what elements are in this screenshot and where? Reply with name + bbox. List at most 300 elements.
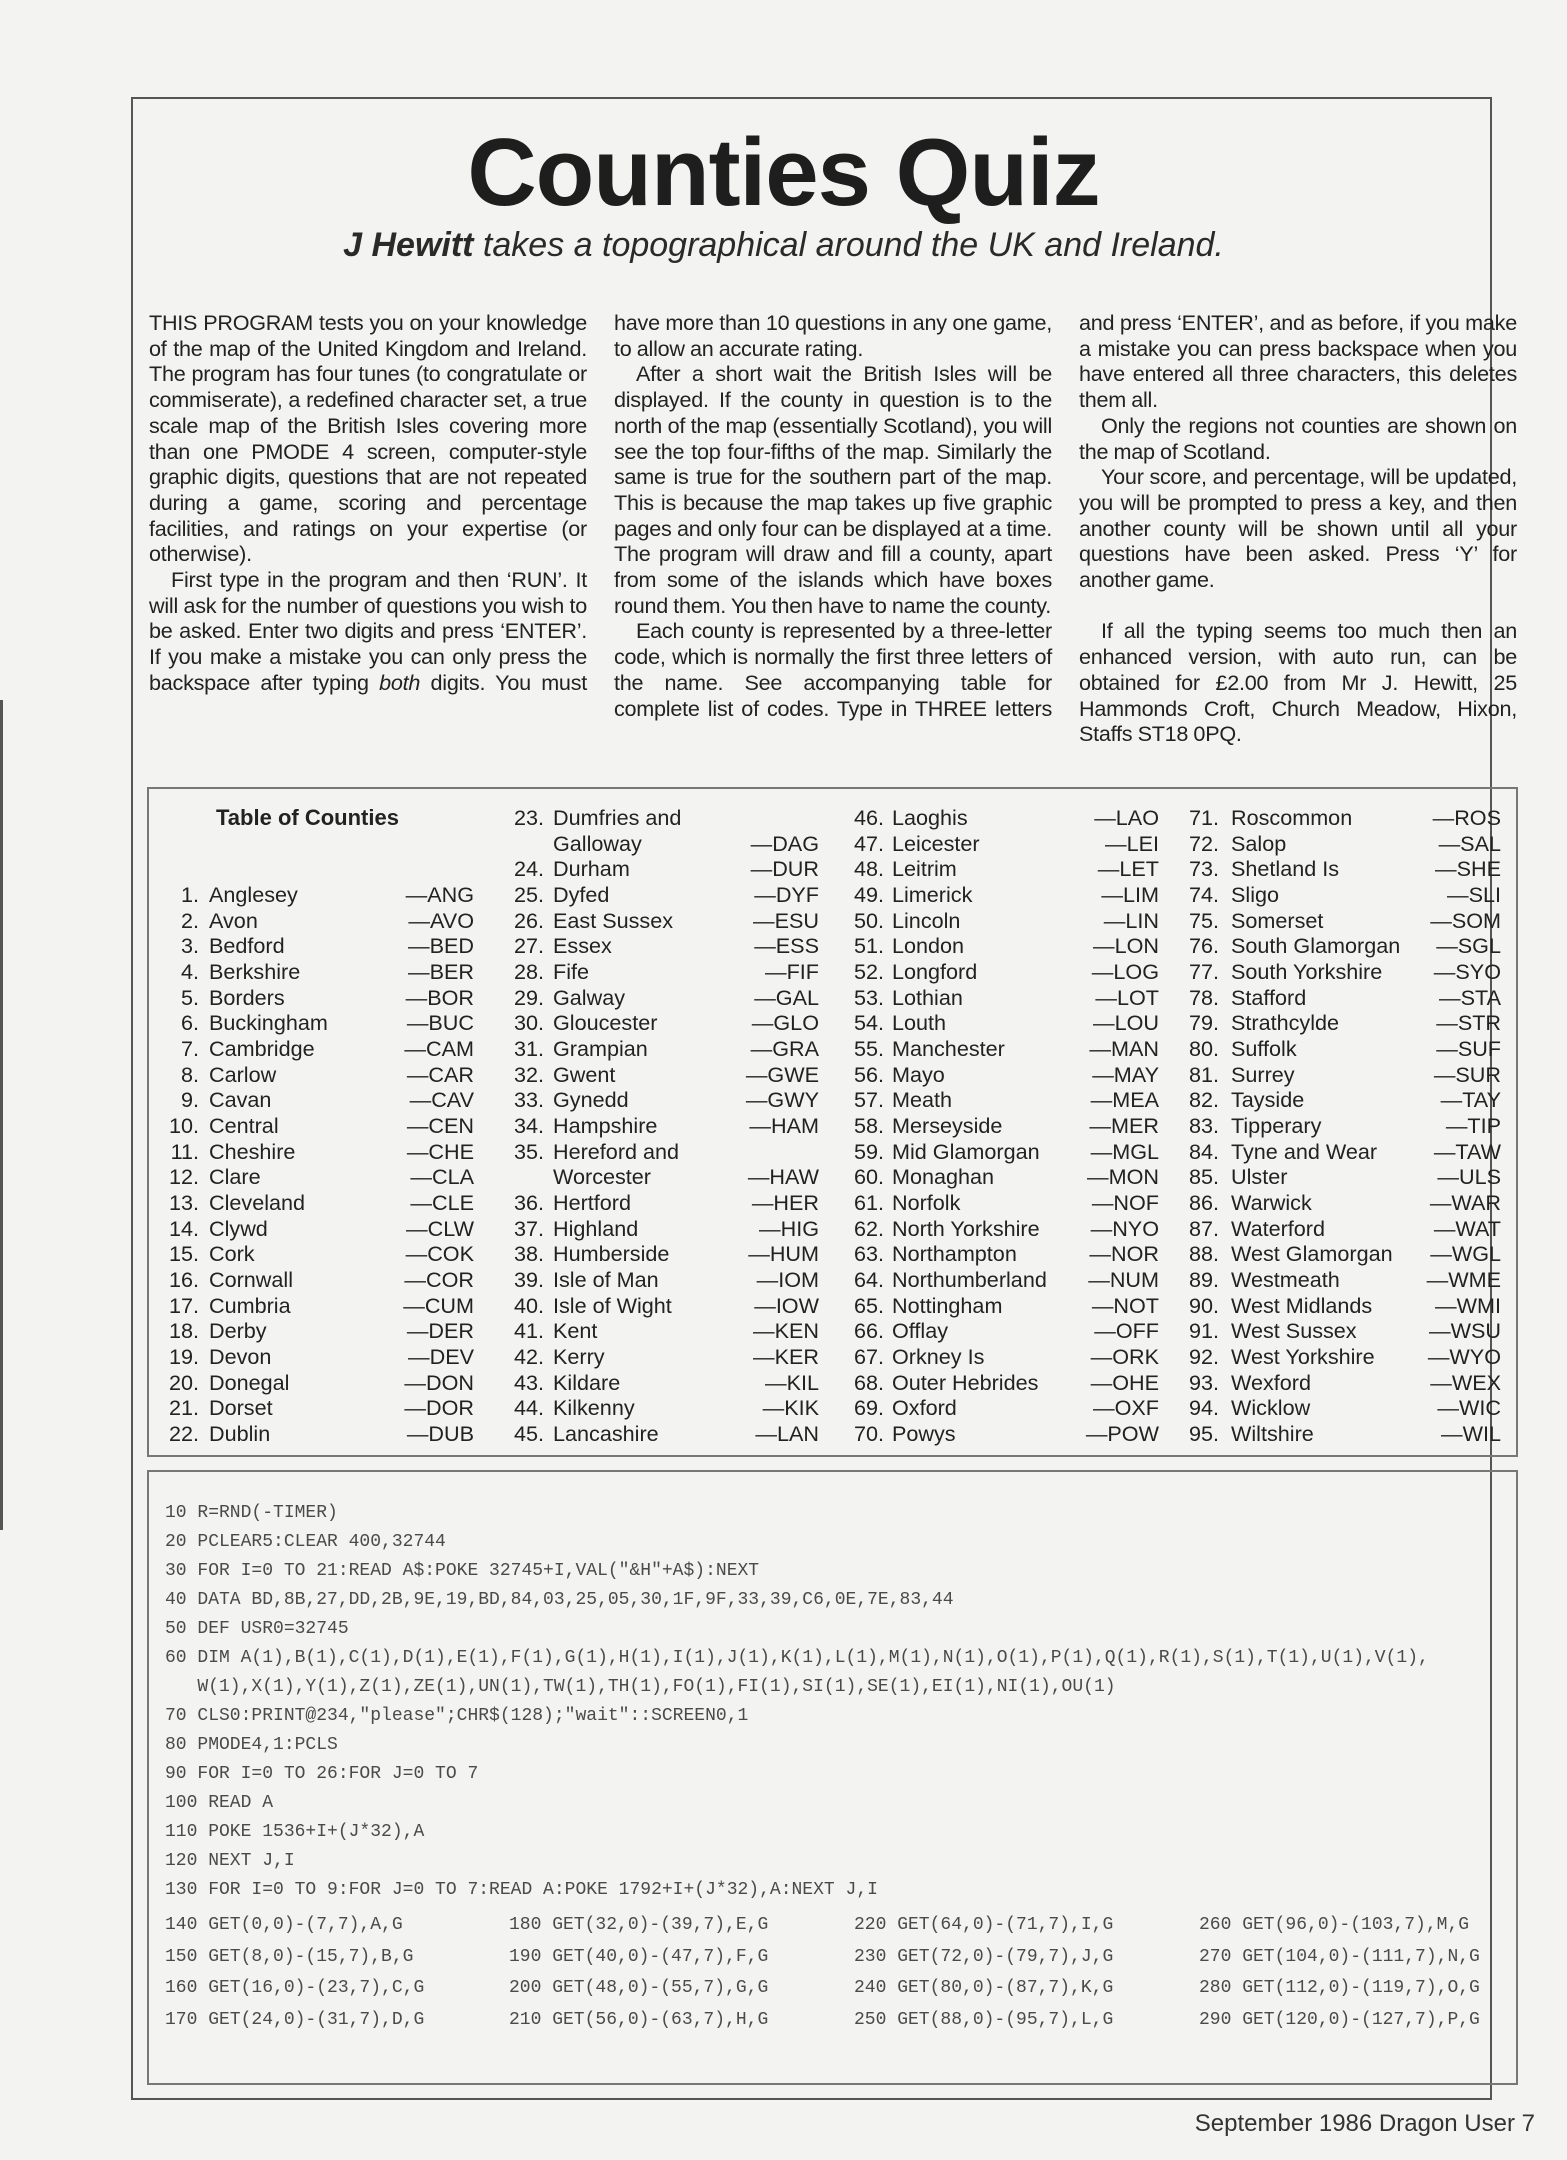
county-number: 10.: [168, 1113, 199, 1139]
county-number: 16.: [168, 1267, 199, 1293]
code-line: 100 READ A: [165, 1793, 274, 1813]
paragraph: After a short wait the British Isles will be displayed. If the county in question is to the north of the map (essentially Scotland), you will see the top four-fifths of the map. Similarly the same is true for the southern part of the map. This is because the map takes up five graphic pages and only four can be displayed at a time. The program will draw and fill a county, apart from some of the islands which have boxes round them. You then have to name the county.: [614, 361, 1052, 618]
county-code: —LAO: [1094, 805, 1159, 830]
county-number: 17.: [168, 1292, 199, 1318]
county-name: Donegal: [209, 1369, 290, 1395]
county-number: 44.: [513, 1395, 544, 1421]
county-number: 43.: [513, 1369, 544, 1395]
county-code: —OHE: [1090, 1369, 1159, 1395]
county-code: —OXF: [1093, 1395, 1159, 1421]
county-number: 2.: [180, 907, 199, 933]
county-code: —LOG: [1091, 959, 1159, 985]
county-number: 15.: [168, 1241, 199, 1267]
county-code: —STA: [1439, 984, 1501, 1010]
code-line: 130 FOR I=0 TO 9:FOR J=0 TO 7:READ A:POKE 1792+I+(J*32),A:NEXT J,I: [165, 1880, 878, 1900]
county-name: Louth: [892, 1010, 947, 1036]
county-number: 18.: [168, 1318, 199, 1344]
county-code: —BER: [408, 959, 474, 985]
code-line: 70 CLS0:PRINT@234,"please";CHR$(128);"wait"::SCREEN0,1: [165, 1706, 749, 1726]
paragraph-text: First type in the program and then ‘RUN’. It will ask for the number of questions you wish to be asked. Enter two digits and press ‘ENTER’. If you make a mistake you can only press the backspace after typing: [149, 567, 587, 695]
county-name: Cornwall: [209, 1267, 294, 1293]
county-number: 34.: [513, 1113, 544, 1139]
paragraph-text: digits. You must have more than 10 questions in any one game, to allow an accurate rating.: [420, 310, 1052, 695]
author-name: J Hewitt: [343, 226, 474, 264]
county-number: 30.: [513, 1010, 544, 1036]
county-number: 7.: [180, 1036, 199, 1062]
county-code: —WSU: [1429, 1318, 1501, 1344]
county-name: Hampshire: [553, 1113, 658, 1139]
county-code: —MEA: [1090, 1087, 1159, 1113]
county-number: 68.: [853, 1369, 884, 1395]
county-code: —NOT: [1091, 1292, 1159, 1318]
code-line: W(1),X(1),Y(1),Z(1),ZE(1),UN(1),TW(1),TH(1),FO(1),FI(1),SI(1),SE(1),EI(1),NI(1),OU(1): [165, 1677, 1116, 1697]
county-number: 59.: [853, 1138, 884, 1164]
county-number: 36.: [513, 1190, 544, 1216]
county-name: Stafford: [1231, 984, 1307, 1010]
county-code: —DER: [406, 1318, 474, 1344]
county-number: 87.: [1188, 1215, 1219, 1241]
county-number: 47.: [853, 830, 884, 856]
county-name: Berkshire: [209, 959, 301, 985]
county-name: Dumfries and: [553, 805, 682, 830]
county-name: Buckingham: [209, 1010, 328, 1036]
county-code: —MAY: [1092, 1061, 1159, 1087]
county-name: Shetland Is: [1231, 856, 1340, 882]
county-code: —HUM: [748, 1241, 819, 1267]
county-number: 19.: [168, 1344, 199, 1370]
county-name: Oxford: [892, 1395, 957, 1421]
county-name: Wiltshire: [1231, 1421, 1314, 1447]
code-line: 210 GET(56,0)-(63,7),H,G: [509, 2009, 769, 2030]
county-name: Devon: [209, 1344, 272, 1370]
county-code: —ESU: [753, 907, 819, 933]
county-number: 65.: [853, 1292, 884, 1318]
county-name: Northumberland: [892, 1267, 1047, 1293]
county-code: —CLW: [406, 1215, 474, 1241]
county-number: 74.: [1188, 882, 1219, 907]
county-code: —CHE: [406, 1138, 474, 1164]
county-code: —HAM: [749, 1113, 819, 1139]
county-code: —TAY: [1440, 1087, 1501, 1113]
county-number: 52.: [853, 959, 884, 985]
county-number: 33.: [513, 1087, 544, 1113]
county-number: 31.: [513, 1036, 544, 1062]
county-code: —POW: [1085, 1421, 1159, 1447]
county-name: Lothian: [892, 984, 963, 1010]
county-name: Borders: [209, 984, 285, 1010]
county-number: 3.: [180, 933, 199, 959]
county-name: Tayside: [1231, 1087, 1305, 1113]
county-name: Galloway: [553, 830, 642, 856]
code-line: 60 DIM A(1),B(1),C(1),D(1),E(1),F(1),G(1),H(1),I(1),J(1),K(1),L(1),M(1),N(1),O(1),P(1),Q(1),R(1),S(1),T(1),U(1),V(1),: [165, 1648, 1429, 1668]
county-number: 45.: [513, 1421, 544, 1447]
county-number: 92.: [1188, 1344, 1219, 1370]
county-name: Cleveland: [209, 1190, 306, 1216]
county-number: 26.: [513, 907, 544, 933]
county-name: Lincoln: [892, 907, 961, 933]
county-number: 27.: [513, 933, 544, 959]
county-name: Northampton: [892, 1241, 1017, 1267]
county-code: —CEN: [406, 1113, 474, 1139]
county-name: Dyfed: [553, 882, 610, 907]
county-name: Kerry: [553, 1344, 605, 1370]
county-number: 77.: [1188, 959, 1219, 985]
county-code: —HAW: [747, 1164, 819, 1190]
county-number: 69.: [853, 1395, 884, 1421]
subtitle-text: takes a topographical around the UK and Ireland.: [473, 226, 1224, 264]
county-number: 25.: [513, 882, 544, 907]
county-number: 90.: [1188, 1292, 1219, 1318]
county-code: —WAR: [1429, 1190, 1501, 1216]
county-number: 67.: [853, 1344, 884, 1370]
county-code: —LON: [1093, 933, 1159, 959]
county-number: 39.: [513, 1267, 544, 1293]
table-title: Table of Counties: [216, 805, 399, 830]
county-number: 38.: [513, 1241, 544, 1267]
county-code: —CLE: [410, 1190, 474, 1216]
county-name: North Yorkshire: [892, 1215, 1040, 1241]
county-number: 62.: [853, 1215, 884, 1241]
county-code: —DYF: [754, 882, 819, 907]
county-code: —GLO: [751, 1010, 819, 1036]
county-name: Kent: [553, 1318, 598, 1344]
code-line: 190 GET(40,0)-(47,7),F,G: [509, 1946, 769, 1967]
county-code: —ULS: [1437, 1164, 1501, 1190]
county-number: 22.: [168, 1421, 199, 1447]
county-number: 5.: [180, 984, 199, 1010]
county-code: —NOR: [1089, 1241, 1159, 1267]
county-code: —HIG: [759, 1215, 819, 1241]
county-number: 88.: [1188, 1241, 1219, 1267]
county-name: Gynedd: [553, 1087, 629, 1113]
county-name: Wexford: [1231, 1369, 1312, 1395]
county-code: —WEX: [1430, 1369, 1501, 1395]
county-name: Warwick: [1231, 1190, 1312, 1216]
county-number: 84.: [1188, 1138, 1219, 1164]
county-name: West Glamorgan: [1231, 1241, 1393, 1267]
county-code: —COK: [405, 1241, 474, 1267]
county-code: —MER: [1089, 1113, 1159, 1139]
county-name: Central: [209, 1113, 279, 1139]
county-name: Strathcylde: [1231, 1010, 1340, 1036]
county-code: —WGL: [1430, 1241, 1501, 1267]
county-code: —HER: [751, 1190, 819, 1216]
county-name: Kilkenny: [553, 1395, 635, 1421]
county-number: 91.: [1188, 1318, 1219, 1344]
county-name: Somerset: [1231, 907, 1324, 933]
county-number: 71.: [1188, 805, 1219, 830]
county-name: Outer Hebrides: [892, 1369, 1039, 1395]
county-code: —NYO: [1090, 1215, 1159, 1241]
county-name: Mid Glamorgan: [892, 1138, 1040, 1164]
county-number: 60.: [853, 1164, 884, 1190]
code-line: 220 GET(64,0)-(71,7),I,G: [854, 1915, 1114, 1935]
county-name: Dorset: [209, 1395, 273, 1421]
county-name: Cambridge: [209, 1036, 315, 1062]
county-code: —GWE: [745, 1061, 819, 1087]
paragraph: THIS PROGRAM tests you on your knowledge of the map of the United Kingdom and Ireland. The program has four tunes (to congratulate or commiserate), a redefined character set, a true scale map of the British Isles covering more than one PMODE 4 screen, computer-style graphic digits, questions that are not repeated during a game, scoring and percentage facilities, and ratings on your expertise (or otherwise).: [149, 310, 587, 567]
county-code: —SUR: [1433, 1061, 1501, 1087]
county-name: Suffolk: [1231, 1036, 1297, 1062]
county-number: 80.: [1188, 1036, 1219, 1062]
county-name: Derby: [209, 1318, 267, 1344]
county-number: 11.: [170, 1138, 199, 1164]
county-code: —SAL: [1438, 830, 1501, 856]
county-code: —GRA: [750, 1036, 819, 1062]
county-code: —ROS: [1432, 805, 1501, 830]
emphasis: both: [379, 669, 421, 695]
county-name: Meath: [892, 1087, 953, 1113]
county-code: —LET: [1097, 856, 1159, 882]
county-number: 51.: [853, 933, 884, 959]
county-code: —CLA: [410, 1164, 474, 1190]
county-name: Offlay: [892, 1318, 949, 1344]
county-code: —GAL: [754, 984, 819, 1010]
county-number: 53.: [853, 984, 884, 1010]
county-code: —TIP: [1445, 1113, 1501, 1139]
county-name: Surrey: [1231, 1061, 1295, 1087]
county-name: Sligo: [1231, 882, 1280, 907]
county-number: 24.: [513, 856, 544, 882]
county-code: —ANG: [405, 882, 474, 907]
county-name: South Yorkshire: [1231, 959, 1383, 985]
program-listing: [147, 1470, 1518, 2085]
county-name: Durham: [553, 856, 630, 882]
county-number: 41.: [513, 1318, 544, 1344]
county-name: Isle of Wight: [553, 1292, 672, 1318]
code-line: 250 GET(88,0)-(95,7),L,G: [854, 2009, 1114, 2030]
article-title: Counties Quiz: [467, 119, 1100, 226]
county-code: —CUM: [403, 1292, 474, 1318]
county-table: [147, 787, 1518, 1457]
county-name: Anglesey: [209, 882, 298, 907]
paragraph: Your score, and percentage, will be updated, you will be prompted to press a key, and then another county will be shown until all your questions have been asked. Press ‘Y’ for another game.: [1079, 464, 1517, 593]
county-code: —LIN: [1103, 907, 1159, 933]
county-name: West Sussex: [1231, 1318, 1357, 1344]
county-number: 49.: [853, 882, 884, 907]
county-code: —CAM: [404, 1036, 474, 1062]
county-code: —DON: [404, 1369, 474, 1395]
county-name: Carlow: [209, 1061, 277, 1087]
county-name: Tipperary: [1231, 1113, 1322, 1139]
paragraph: Each county is represented by a three-letter code, which is normally the first three letters of the name. See accompanying table for complete list of codes. Type in THREE letters and press ‘ENTER’, and as before, if you make a mistake you can press backspace when you have entered all three characters, this deletes them all.: [614, 310, 1517, 721]
county-name: Roscommon: [1231, 805, 1353, 830]
county-code: —KIK: [762, 1395, 819, 1421]
county-number: 4.: [180, 959, 199, 985]
county-code: —KEN: [753, 1318, 819, 1344]
county-code: —DUR: [750, 856, 819, 882]
county-name: Bedford: [209, 933, 285, 959]
county-name: Wicklow: [1231, 1395, 1311, 1421]
county-code: —NUM: [1088, 1267, 1159, 1293]
county-number: 12.: [168, 1164, 199, 1190]
article-body: [149, 310, 1517, 747]
county-name: Nottingham: [892, 1292, 1003, 1318]
county-code: —WME: [1426, 1267, 1501, 1293]
county-number: 83.: [1188, 1113, 1219, 1139]
county-name: London: [892, 933, 965, 959]
county-number: 93.: [1188, 1369, 1219, 1395]
code-line: 10 R=RND(-TIMER): [165, 1503, 338, 1523]
county-name: Cavan: [209, 1087, 272, 1113]
county-name: Cumbria: [209, 1292, 291, 1318]
county-number: 61.: [853, 1190, 884, 1216]
county-name: Isle of Man: [553, 1267, 659, 1293]
county-code: —MGL: [1090, 1138, 1159, 1164]
county-code: —COR: [404, 1267, 474, 1293]
article-subtitle: [0, 226, 1567, 265]
county-number: 56.: [853, 1061, 884, 1087]
county-code: —DAG: [750, 830, 819, 856]
county-number: 1.: [180, 882, 199, 907]
county-code: —SLI: [1446, 882, 1501, 907]
county-code: —WYO: [1427, 1344, 1501, 1370]
code-line: 40 DATA BD,8B,27,DD,2B,9E,19,BD,84,03,25,05,30,1F,9F,33,39,C6,0E,7E,83,44: [165, 1590, 954, 1610]
code-line: 50 DEF USR0=32745: [165, 1619, 349, 1639]
county-name: Hereford and: [553, 1138, 680, 1164]
county-number: 28.: [513, 959, 544, 985]
county-number: 48.: [853, 856, 884, 882]
county-number: 64.: [853, 1267, 884, 1293]
page-binding-edge: [0, 700, 3, 1530]
code-line: 180 GET(32,0)-(39,7),E,G: [509, 1915, 769, 1935]
county-code: —WAT: [1433, 1215, 1501, 1241]
county-name: Clare: [209, 1164, 261, 1190]
county-name: Hertford: [553, 1190, 632, 1216]
county-name: Highland: [553, 1215, 639, 1241]
county-name: Leitrim: [892, 856, 957, 882]
county-code: —ORK: [1090, 1344, 1159, 1370]
county-number: 75.: [1188, 907, 1219, 933]
county-number: 8.: [180, 1061, 199, 1087]
county-code: —ESS: [754, 933, 819, 959]
county-number: 13.: [168, 1190, 199, 1216]
county-number: 89.: [1188, 1267, 1219, 1293]
county-number: 21.: [168, 1395, 199, 1421]
code-line: 240 GET(80,0)-(87,7),K,G: [854, 1978, 1114, 1998]
county-number: 37.: [513, 1215, 544, 1241]
county-code: —KIL: [764, 1369, 819, 1395]
county-number: 82.: [1188, 1087, 1219, 1113]
county-code: —AVO: [408, 907, 474, 933]
code-line: 140 GET(0,0)-(7,7),A,G: [165, 1915, 403, 1935]
county-number: 63.: [853, 1241, 884, 1267]
county-code: —NOF: [1091, 1190, 1159, 1216]
county-number: 73.: [1188, 856, 1219, 882]
code-line: 120 NEXT J,I: [165, 1851, 295, 1871]
code-line: 270 GET(104,0)-(111,7),N,G: [1199, 1946, 1480, 1967]
county-number: 46.: [853, 805, 884, 830]
code-line: 150 GET(8,0)-(15,7),B,G: [165, 1946, 414, 1967]
county-code: —GWY: [745, 1087, 819, 1113]
county-code: —IOW: [754, 1292, 819, 1318]
county-number: 79.: [1188, 1010, 1219, 1036]
county-code: —SYO: [1433, 959, 1501, 985]
county-name: Laoghis: [892, 805, 968, 830]
county-name: Dublin: [209, 1421, 271, 1447]
county-name: Lancashire: [553, 1421, 659, 1447]
county-code: —FIF: [765, 959, 819, 985]
county-number: 6.: [180, 1010, 199, 1036]
county-code: —SGL: [1436, 933, 1501, 959]
paragraph: If all the typing seems too much then an enhanced version, with auto run, can be obtained for £2.00 from Mr J. Hewitt, 25 Hammonds Croft, Church Meadow, Hixon, Staffs ST18 0PQ.: [1079, 618, 1517, 747]
county-code: —CAR: [406, 1061, 474, 1087]
county-name: Gwent: [553, 1061, 616, 1087]
county-name: Westmeath: [1231, 1267, 1340, 1293]
code-line: 200 GET(48,0)-(55,7),G,G: [509, 1978, 769, 1998]
code-line: 30 FOR I=0 TO 21:READ A$:POKE 32745+I,VAL("&H"+A$):NEXT: [165, 1561, 760, 1581]
county-code: —STR: [1436, 1010, 1501, 1036]
county-name: Galway: [553, 984, 626, 1010]
county-code: —LIM: [1101, 882, 1159, 907]
county-code: —BUC: [406, 1010, 474, 1036]
code-line: 260 GET(96,0)-(103,7),M,G: [1199, 1915, 1470, 1935]
county-code: —LEI: [1104, 830, 1159, 856]
county-number: 86.: [1188, 1190, 1219, 1216]
county-name: Waterford: [1231, 1215, 1325, 1241]
county-code: —DUB: [406, 1421, 474, 1447]
county-name: Essex: [553, 933, 612, 959]
county-code: —BED: [408, 933, 474, 959]
county-name: Kildare: [553, 1369, 621, 1395]
county-name: Cork: [209, 1241, 255, 1267]
code-line: 160 GET(16,0)-(23,7),C,G: [165, 1978, 425, 1998]
county-number: 57.: [853, 1087, 884, 1113]
county-code: —BOR: [405, 984, 474, 1010]
county-code: —SHE: [1435, 856, 1501, 882]
county-name: Fife: [553, 959, 589, 985]
county-code: —WIL: [1441, 1421, 1501, 1447]
county-code: —SOM: [1430, 907, 1501, 933]
county-name: Powys: [892, 1421, 956, 1447]
county-number: 70.: [853, 1421, 884, 1447]
county-number: 95.: [1188, 1421, 1219, 1447]
code-line: 230 GET(72,0)-(79,7),J,G: [854, 1946, 1114, 1967]
code-line: 170 GET(24,0)-(31,7),D,G: [165, 2009, 425, 2030]
county-number: 54.: [853, 1010, 884, 1036]
county-number: 58.: [853, 1113, 884, 1139]
code-line: 280 GET(112,0)-(119,7),O,G: [1199, 1978, 1480, 1998]
county-code: —MON: [1087, 1164, 1159, 1190]
county-code: —SUF: [1436, 1036, 1501, 1062]
county-number: 66.: [853, 1318, 884, 1344]
county-number: 20.: [168, 1369, 199, 1395]
county-code: —OFF: [1094, 1318, 1159, 1344]
county-number: 94.: [1188, 1395, 1219, 1421]
county-name: Worcester: [553, 1164, 651, 1190]
county-number: 9.: [180, 1087, 199, 1113]
county-code: —DEV: [408, 1344, 474, 1370]
county-name: Longford: [892, 959, 978, 985]
county-name: Manchester: [892, 1036, 1005, 1062]
county-name: Clywd: [209, 1215, 268, 1241]
county-number: 85.: [1188, 1164, 1219, 1190]
code-line: 110 POKE 1536+I+(J*32),A: [165, 1822, 425, 1842]
county-name: Limerick: [892, 882, 973, 907]
county-name: Mayo: [892, 1061, 945, 1087]
county-name: West Yorkshire: [1231, 1344, 1375, 1370]
county-number: 72.: [1188, 830, 1219, 856]
county-name: Tyne and Wear: [1231, 1138, 1378, 1164]
county-name: Monaghan: [892, 1164, 995, 1190]
county-name: Orkney Is: [892, 1344, 985, 1370]
county-name: Norfolk: [892, 1190, 961, 1216]
county-number: 32.: [513, 1061, 544, 1087]
county-number: 50.: [853, 907, 884, 933]
county-number: 29.: [513, 984, 544, 1010]
county-code: —WMI: [1435, 1292, 1501, 1318]
county-number: 40.: [513, 1292, 544, 1318]
